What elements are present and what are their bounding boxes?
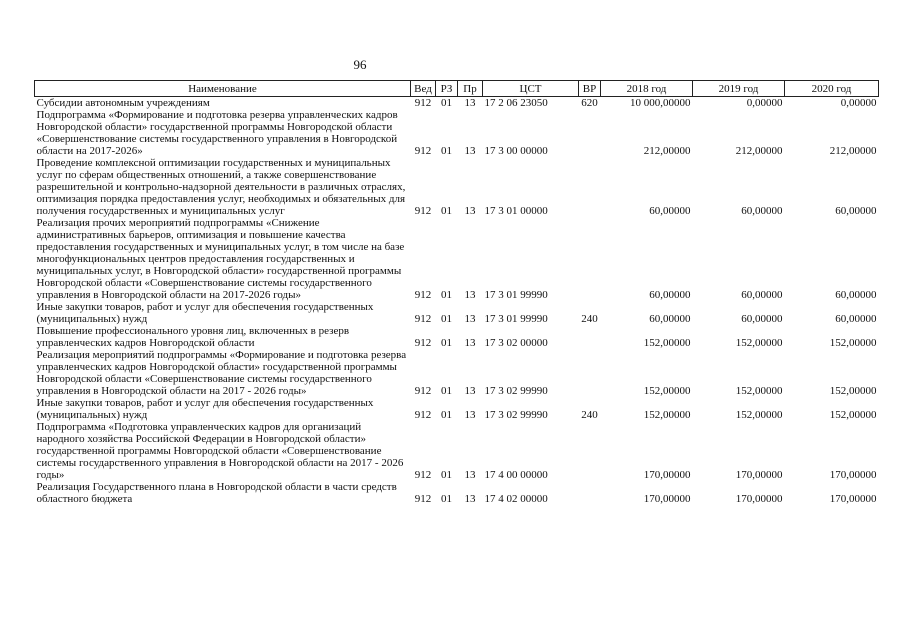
row-name: Проведение комплексной оптимизации государственных и муниципальных услуг по сферам общественных отношений, а также совершенствование разрешительной и контрольно-надзорной деятельности в различных отраслях, оптимизация порядка предоставления услуг, необходимых и обязательных для получения государственных и муниципальных услуг: [36, 157, 406, 217]
row-2018: 212,00000: [643, 145, 691, 157]
budget-table: [34, 80, 879, 505]
row-rz: 01: [441, 289, 452, 301]
row-2018: 60,00000: [649, 205, 691, 217]
row-2019: 152,00000: [735, 409, 783, 421]
table-row: [35, 421, 879, 481]
row-pr: 13: [464, 385, 476, 397]
row-cst: 17 2 06 23050: [484, 97, 548, 109]
row-ved: 912: [414, 385, 432, 397]
row-2020: 170,00000: [829, 493, 877, 505]
row-name: Подпрограмма «Подготовка управленческих кадров для организаций народного хозяйства Российской Федерации в Новгородской области» государственной программы Новгородской области «Совершенствование системы государственного управления в Новгородской области на 2017 - 2026 годы»: [36, 421, 404, 481]
row-2018: 170,00000: [643, 469, 691, 481]
row-rz: 01: [441, 337, 452, 349]
row-2018: 152,00000: [643, 385, 691, 397]
row-rz: 01: [441, 313, 452, 325]
row-name: Подпрограмма «Формирование и подготовка резерва управленческих кадров Новгородской области» государственной программы Новгородской области «Совершенствование системы государственного управления в Новгородской области на 2017-2026»: [36, 109, 398, 157]
row-vr: [579, 325, 601, 349]
row-2020: 60,00000: [835, 289, 877, 301]
row-2019: 212,00000: [735, 145, 783, 157]
row-ved: 912: [414, 97, 432, 109]
row-2020: 60,00000: [835, 205, 877, 217]
row-rz: 01: [441, 145, 452, 157]
row-2018: 152,00000: [643, 337, 691, 349]
row-pr: 13: [464, 205, 476, 217]
table-header-row: [35, 81, 879, 97]
row-ved: 912: [414, 145, 432, 157]
row-name: Иные закупки товаров, работ и услуг для обеспечения государственных (муниципальных) нужд: [36, 397, 374, 421]
row-ved: 912: [414, 409, 432, 421]
row-2019: 60,00000: [741, 313, 783, 325]
row-2019: 170,00000: [735, 493, 783, 505]
row-vr: [579, 217, 601, 301]
row-vr: [579, 349, 601, 397]
header-name: Наименование: [35, 81, 411, 97]
row-rz: 01: [441, 97, 452, 109]
row-pr: 13: [464, 469, 476, 481]
header-2019: 2019 год: [693, 81, 785, 97]
row-2020: 212,00000: [829, 145, 877, 157]
row-cst: 17 3 01 99990: [484, 289, 548, 301]
row-name: Повышение профессионального уровня лиц, включенных в резерв управленческих кадров Новгородской области: [36, 325, 350, 349]
table-row: [35, 301, 879, 325]
row-ved: 912: [414, 469, 432, 481]
row-name: Реализация Государственного плана в Новгородской области в части средств областного бюджета: [36, 481, 397, 505]
row-ved: 912: [414, 493, 432, 505]
table-row: [35, 349, 879, 397]
table-row: [35, 397, 879, 421]
row-rz: 01: [441, 469, 452, 481]
row-rz: 01: [441, 385, 452, 397]
row-2020: 152,00000: [829, 385, 877, 397]
row-2020: 152,00000: [829, 409, 877, 421]
row-2018: 60,00000: [649, 313, 691, 325]
row-2018: 10 000,00000: [630, 97, 691, 109]
row-vr: [579, 157, 601, 217]
row-2019: 152,00000: [735, 337, 783, 349]
table-row: [35, 109, 879, 157]
header-2020: 2020 год: [785, 81, 879, 97]
header-ved: Вед: [411, 81, 436, 97]
row-cst: 17 3 00 00000: [484, 145, 548, 157]
row-2020: 60,00000: [835, 313, 877, 325]
header-vr: ВР: [579, 81, 601, 97]
row-name: Иные закупки товаров, работ и услуг для обеспечения государственных (муниципальных) нужд: [36, 301, 374, 325]
row-cst: 17 3 02 00000: [484, 337, 548, 349]
row-vr: 240: [581, 409, 598, 421]
header-rz: РЗ: [436, 81, 458, 97]
row-cst: 17 4 00 00000: [484, 469, 548, 481]
row-ved: 912: [414, 337, 432, 349]
row-vr: 240: [581, 313, 598, 325]
row-vr: [579, 481, 601, 505]
row-cst: 17 3 01 99990: [484, 313, 548, 325]
row-2018: 60,00000: [649, 289, 691, 301]
header-cst: ЦСТ: [483, 81, 579, 97]
row-2020: 0,00000: [840, 97, 877, 109]
row-name: Субсидии автономным учреждениям: [36, 97, 210, 109]
row-pr: 13: [464, 145, 476, 157]
row-cst: 17 4 02 00000: [484, 493, 548, 505]
row-pr: 13: [464, 493, 476, 505]
row-2019: 60,00000: [741, 205, 783, 217]
table-row: [35, 217, 879, 301]
row-rz: 01: [441, 205, 452, 217]
row-vr: 620: [581, 97, 598, 109]
table-row: [35, 481, 879, 505]
row-rz: 01: [441, 409, 452, 421]
row-pr: 13: [464, 289, 476, 301]
row-2020: 170,00000: [829, 469, 877, 481]
row-2019: 170,00000: [735, 469, 783, 481]
row-ved: 912: [414, 289, 432, 301]
row-2019: 0,00000: [746, 97, 783, 109]
page-number: 96: [353, 57, 367, 72]
row-pr: 13: [464, 313, 476, 325]
table-row: [35, 97, 879, 110]
row-2020: 152,00000: [829, 337, 877, 349]
row-cst: 17 3 02 99990: [484, 409, 548, 421]
header-2018: 2018 год: [601, 81, 693, 97]
row-name: Реализация мероприятий подпрограммы «Формирование и подготовка резерва управленческих кадров Новгородской области» государственной программы Новгородской области «Совершенствование системы государственного управления в Новгородской области на 2017 - 2026 годы»: [36, 349, 407, 397]
row-2019: 60,00000: [741, 289, 783, 301]
row-pr: 13: [464, 97, 476, 109]
row-pr: 13: [464, 409, 476, 421]
row-cst: 17 3 02 99990: [484, 385, 548, 397]
row-2018: 152,00000: [643, 409, 691, 421]
row-vr: [579, 421, 601, 481]
row-2019: 152,00000: [735, 385, 783, 397]
row-name: Реализация прочих мероприятий подпрограммы «Снижение административных барьеров, оптимизация и повышение качества предоставления государственных и муниципальных услуг, в том числе на базе многофункциональных центров предоставления государственных и муниципальных услуг, в Новгородской области» государственной программы Новгородской области «Совершенствование системы государственного управления в Новгородской области на 2017-2026 годы»: [36, 217, 405, 301]
row-ved: 912: [414, 205, 432, 217]
table-row: [35, 157, 879, 217]
row-2018: 170,00000: [643, 493, 691, 505]
row-ved: 912: [414, 313, 432, 325]
row-pr: 13: [464, 337, 476, 349]
row-vr: [579, 109, 601, 157]
table-row: [35, 325, 879, 349]
row-cst: 17 3 01 00000: [484, 205, 548, 217]
row-rz: 01: [441, 493, 452, 505]
header-pr: Пр: [458, 81, 483, 97]
